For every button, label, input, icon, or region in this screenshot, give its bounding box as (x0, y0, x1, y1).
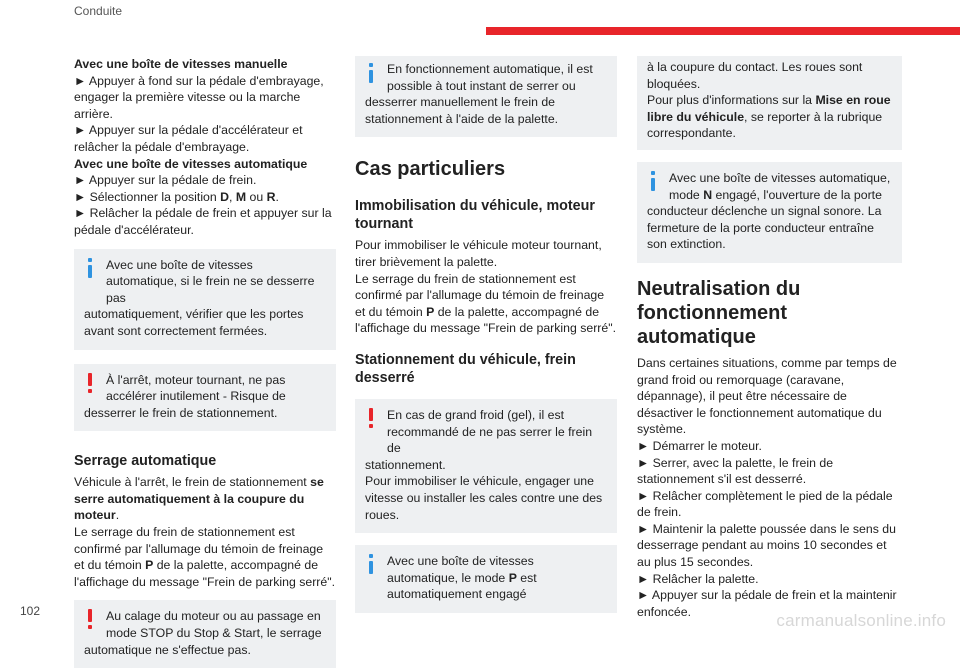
warning-note-text: À l'arrêt, moteur tournant, ne pas accélérer inutilement - Risque de (106, 372, 286, 404)
immobilisation-paragraph-1: Pour immobiliser le véhicule moteur tournant, tirer brièvement la palette. (355, 238, 602, 269)
warning-icon (84, 373, 96, 403)
immobilisation-heading: Immobilisation du véhicule, moteur tournant (355, 198, 595, 233)
warning-note-text-cont: Pour immobiliser le véhicule, engager une vitesse ou installer les cales contre une des roues. (365, 474, 603, 522)
sep: , (229, 189, 236, 204)
neutralisation-intro: Dans certaines situations, comme par temps de grand froid ou remorquage (caravane, dépannage), il peut être nécessaire de désactiver le fonctionnement automatique du système. (637, 355, 897, 437)
gear-m: M (235, 189, 247, 204)
warning-note-text-cont: stationnement. (365, 457, 446, 472)
gear-r: R (266, 189, 276, 204)
text: Véhicule à l'arrêt, le frein de stationnement (74, 475, 311, 490)
bold-text: se serre automatiquement à la coupure du moteur (74, 475, 324, 523)
auto-step-1: ► Appuyer sur la pédale de frein. (74, 173, 257, 188)
period: . (275, 189, 279, 204)
warning-note-text: Au calage du moteur ou au passage en mode STOP du Stop & Start, le serrage (106, 609, 322, 641)
text: Avec une boîte de vitesses automatique, mode (669, 170, 891, 202)
warning-note-text-cont: desserrer le frein de stationnement. (84, 405, 278, 420)
info-note-text: En fonctionnement automatique, il est possible à tout instant de serrer ou (387, 62, 593, 93)
header-accent-bar (486, 27, 960, 35)
column-1 (74, 56, 336, 668)
info-icon (365, 63, 377, 93)
indicator-p: P (426, 304, 435, 319)
info-note-text (647, 170, 892, 203)
info-icon (84, 258, 96, 288)
info-note-mode-n (637, 162, 902, 263)
neutral-step-5: ► Relâcher la palette. (637, 571, 759, 586)
text: Pour plus d'informations sur la (647, 93, 816, 108)
info-note-text-cont: conducteur déclenche un signal sonore. La fermeture de la porte conducteur entraîne son extinction. (647, 204, 882, 252)
text: de la palette, accompagné de l'affichage du message "Frein de parking serré". (355, 304, 617, 336)
neutral-step-3: ► Relâcher complètement le pied de la pédale de frein. (637, 488, 893, 520)
info-icon (647, 171, 659, 201)
info-note-continued (637, 56, 902, 150)
section-title-neutralisation: Neutralisation du fonctionnement automatique (637, 277, 801, 348)
serrage-heading: Serrage automatique (74, 453, 217, 470)
manual-step-1: ► Appuyer à fond sur la pédale d'embrayage, engager la première vitesse ou la marche arrière. (74, 73, 324, 121)
serrage-paragraph-1 (74, 474, 336, 524)
info-note-text: Avec une boîte de vitesses automatique, si le frein ne se desserre pas (106, 257, 315, 305)
auto-step-2-text: ► Sélectionner la position (74, 189, 221, 204)
manual-gearbox-heading: Avec une boîte de vitesses manuelle (74, 57, 288, 71)
mode-n: N (703, 187, 713, 202)
neutral-step-4: ► Maintenir la palette poussée dans le sens du desserrage pendant au moins 10 secondes et au plus 15 secondes. (637, 521, 896, 570)
auto-step-3: ► Relâcher la pédale de frein et appuyer sur la pédale d'accélérateur. (74, 206, 332, 237)
text: est automatiquement engagé (387, 570, 537, 602)
column-3 (637, 56, 902, 620)
info-icon (365, 554, 377, 584)
info-note-text-cont: automatiquement, vérifier que les portes avant sont correctement fermées. (84, 307, 304, 338)
warning-note-text: En cas de grand froid (gel), il est recommandé de ne pas serrer le frein de (387, 407, 593, 456)
manual-step-2: ► Appuyer sur la pédale d'accélérateur et relâcher la pédale d'embrayage. (74, 123, 303, 154)
text: Avec une boîte de vitesses automatique, le mode (387, 554, 534, 585)
period: . (115, 508, 120, 523)
warning-icon (84, 609, 96, 639)
mode-p: P (508, 570, 517, 585)
running-header: Conduite (74, 4, 123, 18)
page-number: 102 (20, 604, 41, 618)
section-title-cas-particuliers: Cas particuliers (355, 158, 506, 181)
watermark: carmanualsonline.info (776, 611, 946, 630)
neutral-step-2: ► Serrer, avec la palette, le frein de stationnement s'il est desserré. (637, 455, 834, 487)
warning-note-accelerate (74, 364, 336, 432)
info-note-text (365, 553, 607, 603)
warning-note-text-cont: automatique ne s'effectue pas. (84, 642, 251, 657)
text: Le serrage du frein de stationnement est confirmé par l'allumage du témoin de freinage et du témoin (74, 525, 324, 573)
text: de la palette, accompagné de l'affichage du message "Frein de parking serré". (74, 558, 336, 589)
text: , se reporter à la rubrique correspondante. (647, 109, 883, 141)
stationnement-heading: Stationnement du véhicule, frein desserré (355, 351, 576, 386)
warning-note-cold (355, 399, 617, 533)
immobilisation-paragraph-2 (355, 271, 617, 337)
cross-reference: Mise en roue libre du véhicule (647, 93, 891, 124)
indicator-p: P (145, 558, 154, 573)
info-note-doors (74, 249, 336, 350)
info-note-mode-p (355, 545, 617, 613)
auto-step-2 (74, 189, 336, 206)
sep: ou (246, 189, 267, 204)
text: Le serrage du frein de stationnement est confirmé par l'allumage du témoin de freinage et du témoin (355, 271, 605, 319)
gear-d: D (220, 189, 230, 204)
neutral-step-1: ► Démarrer le moteur. (637, 438, 762, 453)
info-note-manual-override (355, 56, 617, 137)
info-note-text-cont: desserrer manuellement le frein de stationnement à l'aide de la palette. (365, 95, 559, 126)
info-note-text-cont (647, 92, 892, 142)
warning-icon (365, 408, 377, 438)
auto-gearbox-heading: Avec une boîte de vitesses automatique (74, 156, 308, 171)
column-2 (355, 56, 617, 613)
info-note-text: à la coupure du contact. Les roues sont bloquées. (647, 60, 863, 91)
neutral-step-6: ► Appuyer sur la pédale de frein et la maintenir enfoncée. (637, 588, 897, 619)
serrage-paragraph-2 (74, 524, 336, 590)
warning-note-stall (74, 600, 336, 668)
text: engagé, l'ouverture de la porte (712, 187, 882, 202)
